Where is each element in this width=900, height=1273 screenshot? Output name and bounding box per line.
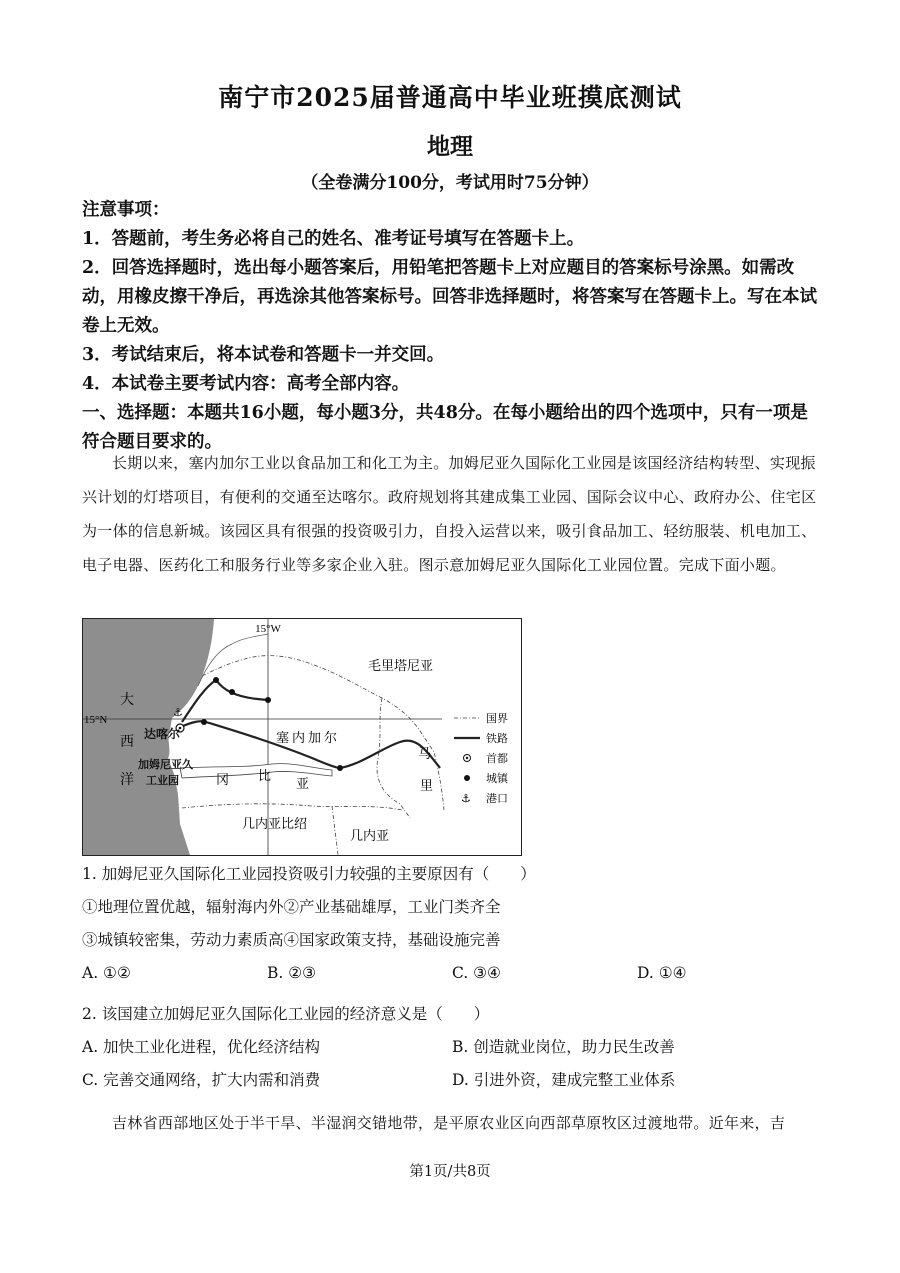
question-1 bbox=[82, 858, 822, 990]
town-dot bbox=[213, 677, 219, 683]
reading-passage-1 bbox=[82, 446, 822, 582]
notes-heading: 注意事项： bbox=[82, 200, 170, 220]
answer-options bbox=[82, 957, 822, 990]
location-map bbox=[82, 618, 522, 856]
answer-options bbox=[82, 1064, 822, 1097]
ocean-label: 洋 bbox=[120, 772, 134, 788]
park-label: 工业园 bbox=[146, 774, 179, 787]
question-2 bbox=[82, 998, 822, 1097]
town-dot bbox=[337, 765, 343, 771]
section-heading: 一、选择题：本题共16小题，每小题3分，共48分。在每小题给出的四个选项中，只有一项是符合题目要求的。 bbox=[82, 403, 808, 452]
option-b[interactable]: B. 创造就业岗位，助力民生改善 bbox=[452, 1038, 675, 1056]
dakar-label: 达喀尔 bbox=[144, 727, 181, 741]
option-d[interactable]: D. 引进外资，建成完整工业体系 bbox=[452, 1071, 676, 1089]
page-footer: 第1页/共8页 bbox=[409, 1164, 491, 1180]
reading-passage-2 bbox=[82, 1106, 822, 1140]
option-c[interactable]: C. ③④ bbox=[452, 964, 501, 982]
country-label-mali: 马 bbox=[418, 747, 432, 762]
option-b[interactable]: B. ②③ bbox=[267, 964, 317, 982]
legend-label: 港口 bbox=[486, 792, 508, 805]
note-item: 4．本试卷主要考试内容：高考全部内容。 bbox=[82, 374, 410, 394]
question-statement: ①地理位置优越，辐射海内外②产业基础雄厚，工业门类齐全 bbox=[82, 898, 501, 916]
anchor-icon: ⚓ bbox=[461, 792, 471, 805]
exam-subject: 地理 bbox=[427, 133, 473, 160]
longitude-label: 15°W bbox=[255, 623, 281, 635]
note-item: 3．考试结束后，将本试卷和答题卡一并交回。 bbox=[82, 345, 445, 365]
passage-text: 吉林省西部地区处于半干旱、半湿润交错地带，是平原农业区向西部草原牧区过渡地带。近年来，吉 bbox=[112, 1114, 786, 1132]
country-label-guinea: 几内亚 bbox=[350, 829, 390, 844]
option-d[interactable]: D. ①④ bbox=[637, 964, 687, 982]
legend-label: 首都 bbox=[486, 752, 508, 765]
country-label-mali: 里 bbox=[420, 779, 434, 794]
town-dot bbox=[229, 689, 235, 695]
exam-info: （全卷满分100分，考试用时75分钟） bbox=[301, 173, 599, 193]
anchor-icon: ⚓ bbox=[173, 706, 183, 719]
town-dot bbox=[265, 697, 271, 703]
legend-label: 城镇 bbox=[486, 772, 508, 785]
ocean-label: 西 bbox=[120, 734, 134, 750]
exam-title: 南宁市2025届普通高中毕业班摸底测试 bbox=[218, 83, 682, 112]
note-item: 2．回答选择题时，选出每小题答案后，用铅笔把答题卡上对应题目的答案标号涂黑。如需改动，用橡皮擦干净后，再选涂其他答案标号。回答非选择题时，将答案写在答题卡上。写在本试卷上无效。 bbox=[82, 258, 817, 336]
option-a[interactable]: A. 加快工业化进程，优化经济结构 bbox=[82, 1038, 321, 1056]
country-label-senegal: 塞内加尔 bbox=[276, 731, 341, 746]
passage-text: 长期以来，塞内加尔工业以食品加工和化工为主。加姆尼亚久国际化工业园是该国经济结构转型、实现振兴计划的灯塔项目，有便利的交通至达喀尔。政府规划将其建成集工业园、国际会议中心、政府办公、住宅区为一体的信息新城。该园区具有很强的投资吸引力，自投入运营以来，吸引食品加工、轻纺服装、机电加工、电子电器、医药化工和服务行业等多家企业入驻。图示意加姆尼亚久国际化工业园位置。完成下面小题。 bbox=[82, 454, 817, 574]
notes-section bbox=[82, 196, 822, 457]
option-a[interactable]: A. ①② bbox=[82, 964, 131, 982]
answer-options bbox=[82, 1031, 822, 1064]
country-label-gambia: 比 bbox=[258, 769, 272, 784]
town-dot-icon bbox=[464, 775, 470, 781]
latitude-label: 15°N bbox=[84, 714, 108, 726]
legend-label: 铁路 bbox=[486, 732, 508, 745]
capital-dot-center bbox=[466, 757, 468, 759]
question-statement: ③城镇较密集，劳动力素质高④国家政策支持，基础设施完善 bbox=[82, 931, 501, 949]
park-label: 加姆尼亚久 bbox=[138, 758, 193, 771]
question-stem: 1. 加姆尼亚久国际化工业园投资吸引力较强的主要原因有（ ） bbox=[82, 865, 536, 883]
country-label-gambia: 冈 bbox=[216, 773, 230, 788]
legend-label: 国界 bbox=[486, 712, 508, 725]
country-label-mauritania: 毛里塔尼亚 bbox=[368, 659, 434, 674]
town-dot bbox=[201, 719, 207, 725]
note-item: 1．答题前，考生务必将自己的姓名、准考证号填写在答题卡上。 bbox=[82, 229, 585, 249]
country-label-gambia: 亚 bbox=[296, 777, 310, 792]
ocean-label: 大 bbox=[120, 692, 134, 708]
question-stem: 2. 该国建立加姆尼亚久国际化工业园的经济意义是（ ） bbox=[82, 1005, 490, 1023]
country-label-guinea-bissau: 几内亚比绍 bbox=[242, 817, 308, 832]
option-c[interactable]: C. 完善交通网络，扩大内需和消费 bbox=[82, 1071, 321, 1089]
